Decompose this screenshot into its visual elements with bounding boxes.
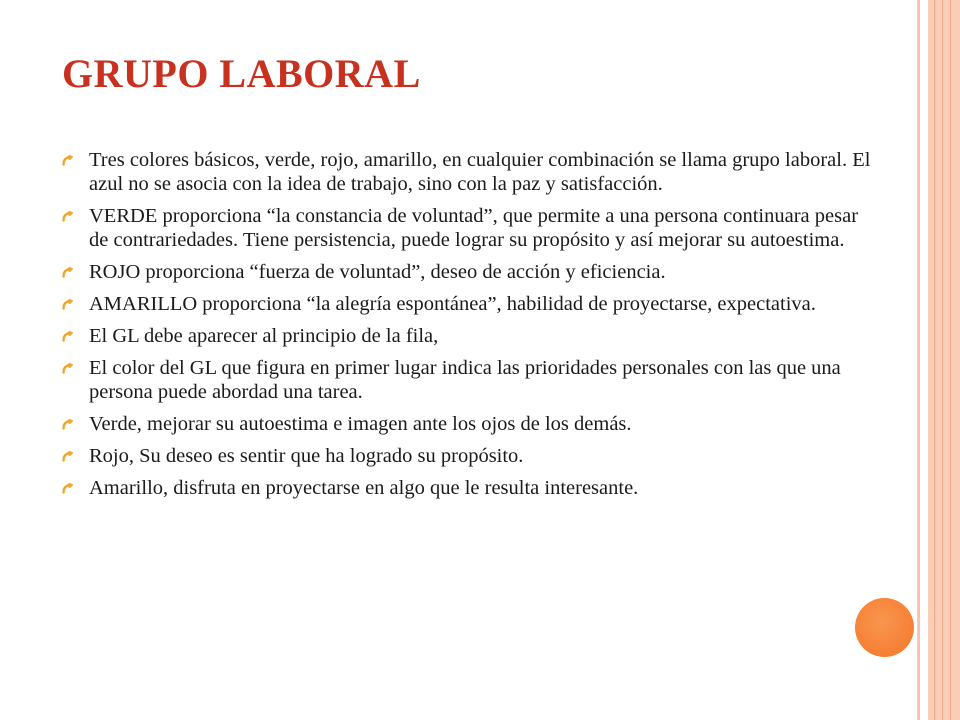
slide-title: GRUPO LABORAL	[62, 51, 421, 96]
curved-arrow-bullet-icon	[62, 363, 73, 374]
curved-arrow-bullet-icon	[62, 267, 73, 278]
bullet-list	[62, 148, 882, 508]
bullet-text: Verde, mejorar su autoestima e imagen ante los ojos de los demás.	[89, 413, 632, 435]
accent-circle	[855, 598, 914, 657]
side-band-stripe	[942, 0, 943, 720]
bullet-text: VERDE proporciona “la constancia de voluntad”, que permite a una persona continuara pesar de contrariedades. Tiene persistencia, puede lograr su propósito y así mejorar su autoestima.	[89, 205, 859, 251]
bullet-item	[62, 204, 882, 252]
curved-arrow-bullet-icon	[62, 211, 73, 222]
side-band-gap	[920, 0, 928, 720]
bullet-item	[62, 148, 882, 196]
side-band-stripe	[934, 0, 935, 720]
bullet-item	[62, 292, 882, 316]
bullet-item	[62, 476, 882, 500]
bullet-item	[62, 260, 882, 284]
bullet-item	[62, 444, 882, 468]
curved-arrow-bullet-icon	[62, 483, 73, 494]
bullet-item	[62, 412, 882, 436]
bullet-item	[62, 356, 882, 404]
curved-arrow-bullet-icon	[62, 451, 73, 462]
bullet-text: Rojo, Su deseo es sentir que ha logrado su propósito.	[89, 445, 524, 467]
bullet-text: Tres colores básicos, verde, rojo, amarillo, en cualquier combinación se llama grupo laboral. El azul no se asocia con la idea de trabajo, sino con la paz y satisfacción.	[89, 149, 871, 195]
bullet-text: AMARILLO proporciona “la alegría espontánea”, habilidad de proyectarse, expectativa.	[89, 293, 816, 315]
curved-arrow-bullet-icon	[62, 331, 73, 342]
bullet-text: El color del GL que figura en primer lugar indica las prioridades personales con las que una persona puede abordad una tarea.	[89, 357, 841, 403]
curved-arrow-bullet-icon	[62, 155, 73, 166]
bullet-text: El GL debe aparecer al principio de la fila,	[89, 325, 439, 347]
side-band	[928, 0, 960, 720]
side-band-stripe	[950, 0, 951, 720]
bullet-item	[62, 324, 882, 348]
curved-arrow-bullet-icon	[62, 299, 73, 310]
bullet-text: Amarillo, disfruta en proyectarse en algo que le resulta interesante.	[89, 477, 639, 499]
bullet-text: ROJO proporciona “fuerza de voluntad”, deseo de acción y eficiencia.	[89, 261, 666, 283]
curved-arrow-bullet-icon	[62, 419, 73, 430]
